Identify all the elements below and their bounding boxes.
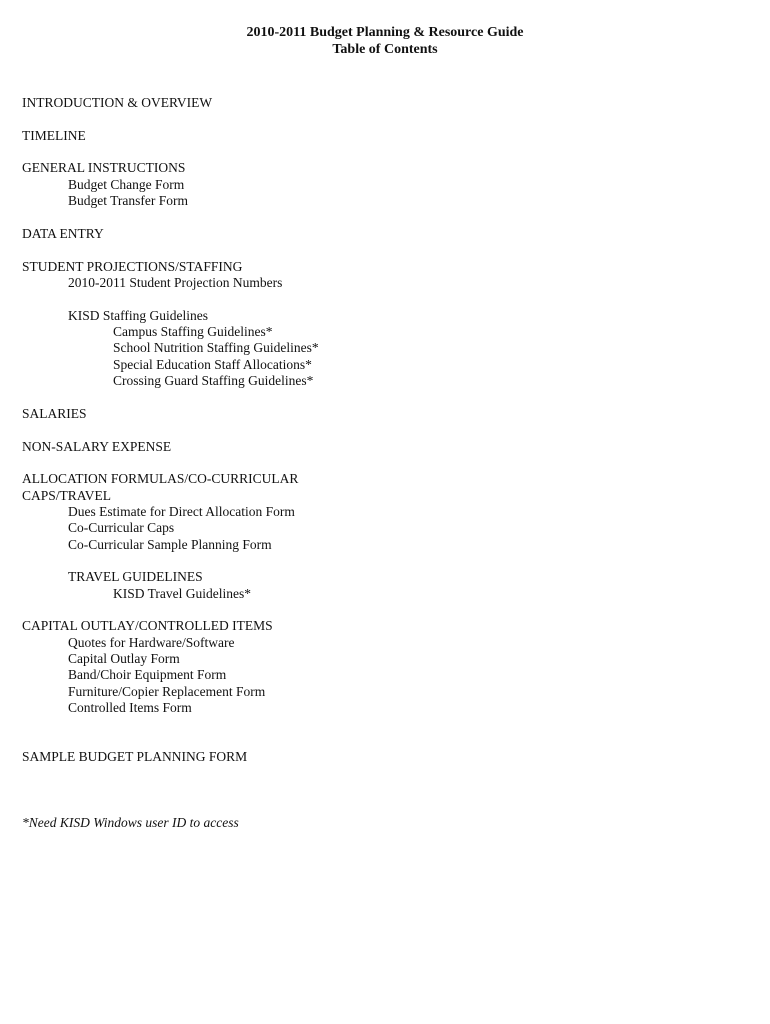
toc-item-school-nutrition-staffing: School Nutrition Staffing Guidelines* xyxy=(113,340,319,355)
footnote: *Need KISD Windows user ID to access xyxy=(22,815,239,830)
document-title: 2010-2011 Budget Planning & Resource Guide xyxy=(246,25,524,40)
toc-student-projections-heading: STUDENT PROJECTIONS/STAFFING xyxy=(22,259,243,274)
toc-item-crossing-guard-staffing: Crossing Guard Staffing Guidelines* xyxy=(113,373,314,388)
toc-item-campus-staffing: Campus Staffing Guidelines* xyxy=(113,324,273,339)
toc-item-budget-transfer-form: Budget Transfer Form xyxy=(68,193,189,208)
toc-general-instructions-heading: GENERAL INSTRUCTIONS xyxy=(22,160,186,175)
toc-item-controlled-items-form: Controlled Items Form xyxy=(68,700,192,715)
toc-item-band-choir-equipment: Band/Choir Equipment Form xyxy=(68,667,227,682)
toc-item-furniture-copier-replacement: Furniture/Copier Replacement Form xyxy=(68,684,266,699)
toc-item-co-curricular-sample: Co-Curricular Sample Planning Form xyxy=(68,537,272,552)
toc-item-quotes-hardware-software: Quotes for Hardware/Software xyxy=(68,635,235,650)
document-subtitle: Table of Contents xyxy=(332,42,438,57)
toc-capital-outlay-heading: CAPITAL OUTLAY/CONTROLLED ITEMS xyxy=(22,618,273,633)
toc-item-co-curricular-caps: Co-Curricular Caps xyxy=(68,520,175,535)
toc-travel-guidelines-heading: TRAVEL GUIDELINES xyxy=(68,569,203,584)
toc-item-dues-estimate: Dues Estimate for Direct Allocation Form xyxy=(68,504,295,519)
toc-introduction: INTRODUCTION & OVERVIEW xyxy=(22,95,213,110)
toc-sample-budget-planning-form: SAMPLE BUDGET PLANNING FORM xyxy=(22,749,248,764)
toc-allocation-heading-line2: CAPS/TRAVEL xyxy=(22,488,112,503)
toc-item-budget-change-form: Budget Change Form xyxy=(68,177,185,192)
toc-item-kisd-travel-guidelines: KISD Travel Guidelines* xyxy=(113,586,251,601)
toc-staffing-guidelines-heading: KISD Staffing Guidelines xyxy=(68,308,208,323)
toc-non-salary-expense: NON-SALARY EXPENSE xyxy=(22,439,172,454)
toc-item-special-education-allocations: Special Education Staff Allocations* xyxy=(113,357,312,372)
toc-allocation-heading-line1: ALLOCATION FORMULAS/CO-CURRICULAR xyxy=(22,471,299,486)
toc-timeline: TIMELINE xyxy=(22,128,86,143)
toc-item-capital-outlay-form: Capital Outlay Form xyxy=(68,651,180,666)
toc-salaries: SALARIES xyxy=(22,406,87,421)
toc-data-entry: DATA ENTRY xyxy=(22,226,104,241)
toc-item-student-projection-numbers: 2010-2011 Student Projection Numbers xyxy=(68,275,283,290)
